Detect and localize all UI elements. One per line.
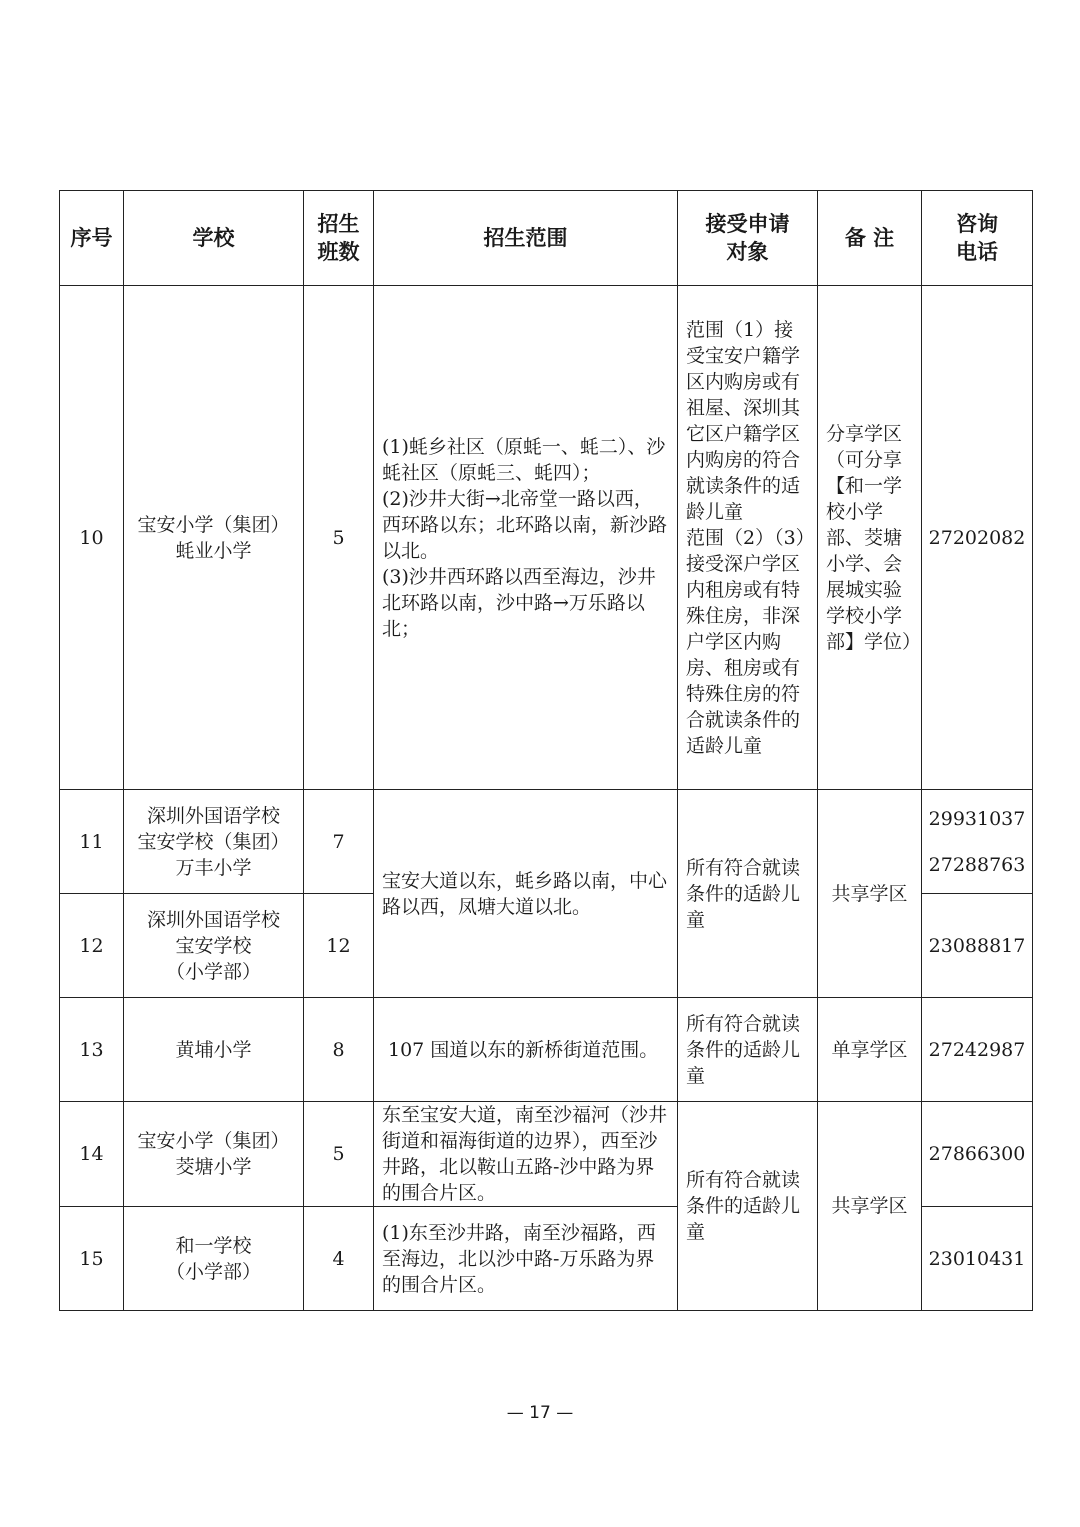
- header-applicants: 接受申请 对象: [678, 191, 818, 286]
- row-applicants: 范围（1）接受宝安户籍学区内购房或有祖屋、深圳其它区户籍学区内购房的符合就读条件的适龄儿童 范围（2）（3）接受深户学区内租房或有特殊住房，非深户学区内购房、租房或有特殊住房的符合就读条件的适龄儿童: [678, 286, 818, 790]
- row-scope: 宝安大道以东，蚝乡路以南，中心路以西，凤塘大道以北。: [374, 790, 678, 998]
- row-classes: 4: [304, 1207, 374, 1311]
- row-seq: 10: [60, 286, 124, 790]
- row-scope: 东至宝安大道，南至沙福河（沙井街道和福海街道的边界），西至沙井路，北以鞍山五路-沙中路为界的围合片区。: [374, 1102, 678, 1207]
- row-applicants: 所有符合就读条件的适龄儿童: [678, 1102, 818, 1311]
- phone-number: 29931037: [928, 807, 1026, 830]
- row-applicants: 所有符合就读条件的适龄儿童: [678, 790, 818, 998]
- header-seq: 序号: [60, 191, 124, 286]
- row-school: 深圳外国语学校 宝安学校 （小学部）: [124, 894, 304, 998]
- table-row: [60, 998, 1033, 1102]
- table-row: [60, 790, 1033, 894]
- row-phone: 23088817: [922, 894, 1033, 998]
- row-phone: 27202082: [922, 286, 1033, 790]
- row-scope: 107 国道以东的新桥街道范围。: [374, 998, 678, 1102]
- row-phone: 27242987: [922, 998, 1033, 1102]
- row-school: 宝安小学（集团） 蚝业小学: [124, 286, 304, 790]
- row-school: 和一学校 （小学部）: [124, 1207, 304, 1311]
- header-phone: 咨询 电话: [922, 191, 1033, 286]
- row-applicants: 所有符合就读条件的适龄儿童: [678, 998, 818, 1102]
- row-phone: [922, 790, 1033, 894]
- table-row: [60, 286, 1033, 790]
- row-remarks: 共享学区: [818, 790, 922, 998]
- row-school: 深圳外国语学校 宝安学校（集团） 万丰小学: [124, 790, 304, 894]
- row-seq: 15: [60, 1207, 124, 1311]
- phone-number: 27288763: [928, 853, 1026, 876]
- row-seq: 13: [60, 998, 124, 1102]
- row-classes: 5: [304, 286, 374, 790]
- row-remarks: 共享学区: [818, 1102, 922, 1311]
- row-seq: 11: [60, 790, 124, 894]
- row-phone: 23010431: [922, 1207, 1033, 1311]
- page-number: — 17 —: [506, 1403, 574, 1423]
- row-seq: 12: [60, 894, 124, 998]
- header-scope: 招生范围: [374, 191, 678, 286]
- row-school: 黄埔小学: [124, 998, 304, 1102]
- header-row: [60, 191, 1033, 286]
- row-scope: (1)蚝乡社区（原蚝一、蚝二）、沙蚝社区（原蚝三、蚝四）； (2)沙井大街→北帝堂一路以西，西环路以东；北环路以南，新沙路以北。 (3)沙井西环路以西至海边，沙井北环路以南，沙中路→万乐路以北；: [374, 286, 678, 790]
- table-row: [60, 1102, 1033, 1207]
- enrollment-table: [59, 190, 1033, 1311]
- row-remarks: 分享学区（可分享【和一学校小学部、茭塘小学、会展城实验学校小学部】学位）: [818, 286, 922, 790]
- header-classes: 招生 班数: [304, 191, 374, 286]
- row-scope: (1)东至沙井路，南至沙福路，西至海边，北以沙中路-万乐路为界的围合片区。: [374, 1207, 678, 1311]
- row-classes: 7: [304, 790, 374, 894]
- header-remarks: 备 注: [818, 191, 922, 286]
- row-school: 宝安小学（集团） 茭塘小学: [124, 1102, 304, 1207]
- row-phone: 27866300: [922, 1102, 1033, 1207]
- row-classes: 8: [304, 998, 374, 1102]
- row-classes: 5: [304, 1102, 374, 1207]
- row-classes: 12: [304, 894, 374, 998]
- row-remarks: 单享学区: [818, 998, 922, 1102]
- row-seq: 14: [60, 1102, 124, 1207]
- header-school: 学校: [124, 191, 304, 286]
